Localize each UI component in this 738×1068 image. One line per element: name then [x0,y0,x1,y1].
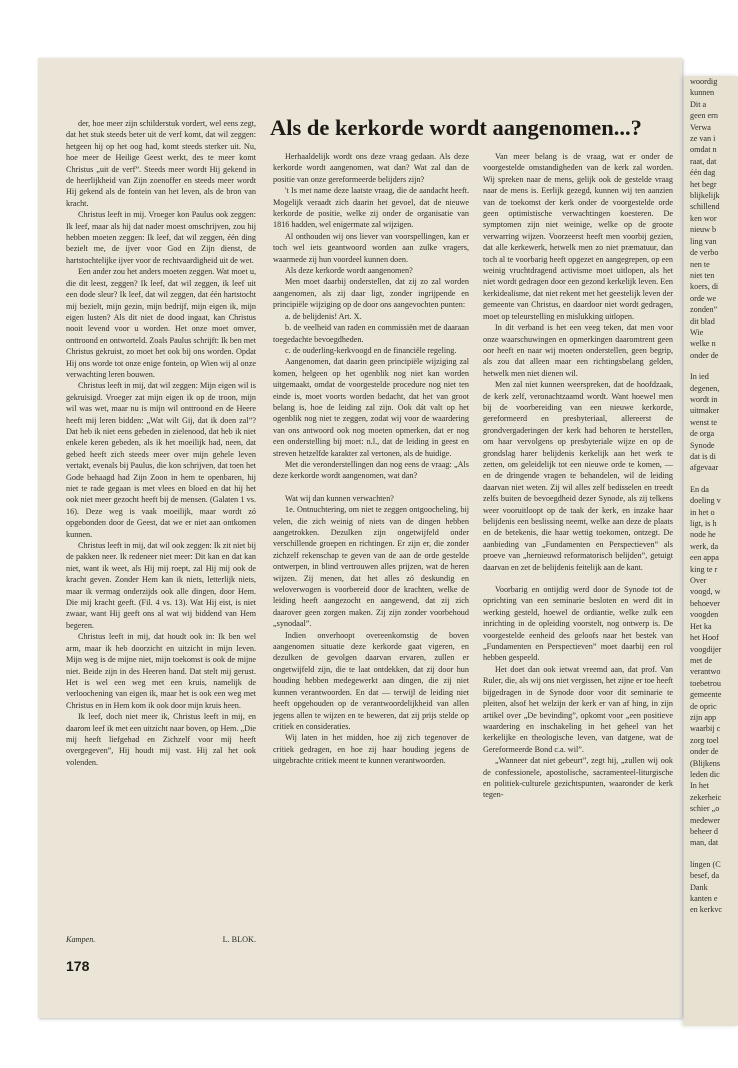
next-page-line-fragment: Wie [690,327,704,337]
page-number: 178 [66,958,90,974]
next-page-line-fragment: king te r [690,564,718,574]
paragraph: Wat wij dan kunnen verwachten? [285,493,394,503]
next-page-line-fragment: en kerkvc [690,905,723,915]
paragraph: „Wanneer dat niet gebeurt”, zegt hij, „zullen wij ook de confessionele, apostolische, sacramenteel-liturgische en politiek-culturele gezichtspunten, waaronder de kerk tegen- [483,756,673,800]
next-page-line-fragment: Het ka [690,621,712,631]
next-page-line-fragment: voogden [690,610,719,620]
next-page-line-fragment: schillend [690,202,720,212]
next-page-line-fragment: wordt in [690,394,718,404]
next-page-line-fragment: zonden” [690,305,718,315]
next-page-line-fragment: één dag [690,168,716,178]
paragraph: Indien onverhoopt overeenkomstig de boven aangenomen situatie deze kerkorde gaat vigeren, en dezulken de gevolgen daarvan ervaren, zullen er ongetwijfeld zijn, die te laat ontdekken, dat zij door hun houding hebben medegewerkt aan dingen, die zij niet kunnen verantwoorden. En dat — terwijl de leiding niet heeft opgehouden op de verantwoordelijkheid van allen jegens allen te wijzen en te beweren, dat zij prijs stelde op critiek en consideraties. [273,630,469,731]
signature-place: Kampen. [66,935,96,944]
paragraph-gap [684,849,738,859]
next-page-line-fragment: Synode [690,440,715,450]
magazine-page [38,58,682,1018]
paragraph: Voorbarig en ontijdig werd door de Synode tot de oprichting van een seminarie besloten en werd dit in werking gesteld, hoewel de ordiantie, welke zulk een inrichting in de opleiding voorstelt, nog ontwerp is. De voorgestelde eenheid des geloofs naar het bestek van „Fundamenten en Perspectieven” moet daarbij een rol hebben gespeeld. [483,585,673,663]
next-page-line-fragment: blijkelijk [690,191,720,201]
next-page-line-fragment: afgevaar [690,463,719,473]
next-page-edge [684,76,738,1026]
left-column [66,118,256,928]
next-page-line-fragment: toebetrou [690,678,721,688]
next-page-line-fragment: woordig [690,77,718,86]
next-page-line-fragment: ling van [690,236,717,246]
paragraph: Wij laten in het midden, hoe zij zich tegenover de critiek gedragen, en hoe zij haar houding jegens de uitgebrachte critiek meent te kunnen verantwoorden. [273,733,469,766]
next-page-line-fragment: Dank [690,882,708,892]
signature-author: L. BLOK. [222,935,256,944]
next-page-line-fragment: doeling v [690,496,721,506]
next-page-line-fragment: man, dat [690,838,719,848]
next-page-line-fragment: waarbij c [690,724,721,734]
paragraph: Herhaaldelijk wordt ons deze vraag gedaan. Als deze kerkorde wordt aangenomen, wat dan? Wat zal dan de positie van onze gereformeerde belijders zijn? [273,152,469,184]
next-page-line-fragment: dit blad [690,316,715,326]
next-page-line-fragment: lingen (C [690,859,721,869]
next-page-line-fragment: ze van i [690,134,716,144]
paragraph-gap [684,474,738,484]
next-page-line-fragment: het Hoof [690,633,719,643]
next-page-line-fragment: En da [690,484,709,494]
next-page-line-fragment: koers, di [690,282,719,292]
paragraph-gap [684,361,738,371]
paragraph: Van meer belang is de vraag, wat er onder de voorgestelde omstandigheden van de kerk zal worden. Wij spreken naar de mens, gelijk ook de gestelde vraag naar de mens is. Eerlijk gezegd, kunnen wij ten aanzien van de toekomst der kerk onder de voorgestelde orde geen optimistische verwachtingen koesteren. De symptomen zijn niet weinige, welke op de groote verwarring wijzen. Voorzeerst heeft men voorbij gezien, dat alle kerkewerk, hetwelk men zo niet præmatuur, dan toch al te voorbarig heeft opgezet en aangegrepen, op een weinig vruchtdragend activisme moet uitlopen, als het niet wordt gedragen door een gezond kerkelijk leven. Een kerkidealisme, dat niet rekent met het geestelijk leven der gemeente van Christus, en daardoor niet wordt gedragen, moet op teleurstelling en mislukking uitlopen. [483,152,673,321]
paragraph: 1e. Ontnuchtering, om niet te zeggen ontgoocheling, bij velen, die zich weinig of niets van de dingen hebben aangetrokken. Dezulken zijn ongetwijfeld onder verschillende groepen en richtingen. Er zijn er, die zonder zichzelf rekenschap te geven van de aan de orde gestelde ontwerpen, in blind vertrouwen alles prijzen, wat de heren wijzen. Zij menen, dat het alles zó deskundig en weloverwogen is voorbereid door de krachten, welke de leiding heeft aangezocht en aangewend, dat zij zich daarover geen zorgen maken. Zij zijn zonder voorbehoud „synodaal”. [273,505,469,629]
next-page-line-fragment: (Blijkens [690,758,721,768]
next-page-line-fragment: kanten e [690,894,718,904]
next-page-line-fragment: onder de [690,747,719,757]
next-page-line-fragment: de verbo [690,248,719,258]
paragraph: Christus leeft in mij. Vroeger kon Paulus ook zeggen: Ik leef, maar als hij dat nader moest omschrijven, zou hij hebben moeten zeggen: Ik leef, dat wil zeggen, één ding bezielt me, de ijver voor God en Zijn dienst, de hartstochtelijke ijver voor de rechtvaardigheid uit de wet. [66,210,256,265]
next-page-line-fragment: besef, da [690,871,720,881]
paragraph: In dit verband is het een veeg teken, dat men voor onze waarschuwingen en opmerkingen daaromtrent geen oor heeft en naar wij moeten onderstellen, geen begrip, als zou dat alleen maar een richtingsbelang gelden, hetwelk men niet dienen wil. [483,323,673,378]
next-page-line-fragment: nieuw b [690,225,717,235]
paragraph: Christus leeft in mij, dat houdt ook in: Ik ben wel arm, maar ik heb doorzicht en uitzicht in mijn leven. Mijn weg is de mijne niet, mijn toekomst is ook de mijne niet. Beide zijn in des Heeren hand. Dat stelt mij gerust. Het is wel een weg met een kruis, namelijk de verloochening van eigen ik, maar het is ook een weg met Christus en in Hem kom ik ook door mijn kruis heen. [66,632,256,710]
next-page-line-fragment: In het [690,781,709,791]
paragraph: 't Is met name deze laatste vraag, die de aandacht heeft. Mogelijk veraadt zich daarin het gevoel, dat de nieuwe kerkorde de positie, welke zij onder de organisatie van 1816 hadden, wel enigermate zal wijzigen. [273,186,469,230]
next-page-line-fragment: zijn app [690,712,717,722]
next-page-line-fragment: Dit a [690,99,707,109]
paragraph: Een ander zou het anders moeten zeggen. Wat moet u, die dit leest, zeggen? Ik leef, dat wil zeggen, ik leef uit een dode sleur? Ik leef, dat wil zeggen, dat één hartstocht mij bezielt, mijn gezin, mijn bedrijf, mijn eigen ik, mijn eigen lusten? Als dit niet de dood ingaat, kan Christus nooit levend voor u worden. Het onze moet omver, onttroond en ontworteld. Zoals Paulus schrijft: Ik ben met Christus gekruist, zo moet het ook bij ons worden. Opdat Hij ons worde tot onze enige fontein, op Wien wij al onze verwachting leren bouwen. [66,267,256,379]
paragraph: Christus leeft in mij, dat wil zeggen: Mijn eigen wil is gekruisigd. Vroeger zat mijn eigen ik op de troon, mijn wil was wet, maar nu is mijn wil onttroond en de Heere heeft mij leren bidden: „Wat wilt Gij, dat ik doen zal”? Dat heb ik niet eens gebeden in zielenood, dat heb ik niet enkele keren gebeden, als ik het moeilijk had, neen, dat gebed heeft zich steeds meer over mijn gehele leven vertakt, evenals bij Paulus, die kon schrijven, dat toen het Gode behaagd had Zijn Zoon in hem te openbaren, hij niet te rade gegaan is met vlees en bloed en dat hij het ook niet meer gezocht heeft bij de mensen. (Galaten 1 vs. 16). Deze weg is vaak moeilijk, maar wordt zó opgebonden door de Geest, dat we er niet aan ontkomen kunnen. [66,381,256,539]
paragraph-gap [483,573,673,584]
next-page-line-fragment: ken wor [690,213,717,223]
paragraph: Ik leef, doch niet meer ik, Christus leeft in mij, en daarom leef ik met een uitzicht naar boven, op Hem. „Die mij heeft liefgehad en Zichzelf voor mij heeft overgegeven”, Hij houdt mij vast. Hij zal het ook volenden. [66,712,256,767]
paragraph: Aangenomen, dat daarin geen principiële wijziging zal komen, helgeen op het ogenblik nog niet kan worden uitgemaakt, omdat de voorgestelde procedure nog niet ten einde is, moet voorts worden bedacht, dat het van groot belang is, hoe de leiding zal zijn. Ook dát valt op het ogenblik nog niet te zeggen, zodat wij voor de waardering van ons antwoord ook nog moeten opmerken, dat er nog een onderstelling bij moet: n.l., dat de leiding in geest en streven hetzelfde karakter zal vertonen, als de huidige. [273,357,469,458]
paragraph-gap [273,482,469,493]
next-page-line-fragment: gemeente [690,690,722,700]
paragraph: Als deze kerkorde wordt aangenomen? [285,266,413,276]
next-page-line-fragment: voogd, w [690,587,721,597]
next-page-line-fragment: ligt, is h [690,519,717,529]
next-page-line-fragment: met de [690,655,713,665]
paragraph: Het doet dan ook ietwat vreemd aan, dat prof. Van Ruler, die, als wij ons niet vergissen, het zijne er toe heeft bijgedragen in de Synode door voor dit seminarie te pleiten, alsof het welzijn der kerk er van af hing, in zijn artikel over „De bevinding”, opkomt voor „een positieve waardering en inschakeling in het geheel van het kerkelijke en theologische leven, van datgene, wat de Gereformeerde Bond c.a. wil”. [483,664,673,754]
paragraph: c. de ouderling-kerkvoogd en de financiële regeling. [285,345,457,355]
next-page-line-fragment: raat, dat [690,156,717,166]
next-page-line-fragment: medewer [690,815,721,825]
next-page-line-fragment: schier „o [690,804,720,814]
middle-column [273,151,469,996]
next-page-line-fragment: werk, da [690,541,719,551]
next-page-line-fragment: welke n [690,339,716,349]
next-page-line-fragment: zorg toel [690,735,719,745]
article-title: Als de kerkorde wordt aangenomen...? [270,115,642,140]
paragraph: Met die veronderstellingen dan nog eens de vraag: „Als deze kerkorde wordt aangenomen, wat dan? [273,459,469,481]
next-page-line-fragment: in het o [690,507,715,517]
next-page-line-fragment: geen ern [690,111,718,121]
next-page-line-fragment: Over [690,576,707,586]
paragraph: Al onthouden wij ons liever van voorspellingen, kan er toch wel iets geantwoord worden aan zulke vragers, waarmede zij hun voordeel kunnen doen. [273,231,469,264]
next-page-line-fragment: voogdijer [690,644,722,654]
right-column [483,151,673,996]
next-page-line-fragment: een appa [690,553,719,563]
signature-line [66,935,256,944]
paragraph: Christus leeft in mij, dat wil ook zeggen: Ik zit niet bij de pakken neer. Ik redeneer niet meer: Dit kan en dat kan niet, want ik weet, als Hij mij roept, zal Hij mij ook de kracht geven. Zonder Hem kan ik niets, letterlijk niets, maar ik vermag onderzijds ook alle dingen, door Hem. Die mij kracht geeft. (Fil. 4 vs. 13). Wat Hij eist, is niet zwaar, want Hij geeft ons al wat wij biddend van Hem begeren. [66,541,256,630]
paragraph: b. de veelheid van raden en commissiën met de daaraan toegedachte bevoegdheden. [273,323,469,344]
next-page-line-fragment: leden dic [690,769,720,779]
next-page-line-fragment: uitmaker [690,406,720,416]
next-page-line-fragment: beheer d [690,827,718,836]
paragraph: a. de belijdenis! Art. X. [285,311,362,321]
next-page-line-fragment: het begr [690,179,717,189]
paragraph: Men moet daarbij onderstellen, dat zij zo zal worden aangenomen, als zij daar ligt, zonder ingrijpende en principiële wijziging op de door ons aangevochten punten: [273,277,469,310]
next-page-line-fragment: behoever [690,598,721,608]
next-page-line-fragment: degenen, [690,383,720,393]
next-page-line-fragment: orde we [690,293,717,303]
next-page-line-fragment: dat is di [690,452,716,461]
next-page-line-fragment: zekerheic [690,792,722,802]
next-page-line-fragment: wenst te [690,417,718,427]
next-page-line-fragment: omdat n [690,145,717,155]
next-page-line-fragment: Verwa [690,122,711,132]
paragraph: der, hoe meer zijn schilderstuk vordert, wel eens zegt, dat het stuk steeds beter uit de verf komt, dat wil zeggen: hetgeen hij op het oog had, komt steeds sterker uit. Nu, hoe meer de Heilige Geest werkt, des te meer komt Christus „uit de verf”. Steeds meer wordt Hij gekend in de heerlijkheid van Zijn zoenoffer en steeds meer wordt Hij gekend als de fontein van het leven, als de bron van kracht. [66,119,256,208]
next-page-line-fragment: verantwo [690,667,721,677]
next-page-line-fragment: niet ten [690,270,715,280]
next-page-line-fragment: node he [690,530,716,540]
next-page-line-fragment: nen te [690,259,710,269]
next-page-line-fragment: de orga [690,429,715,439]
paragraph: Men zal niet kunnen weerspreken, dat de hoofdzaak, de kerk zelf, veronachtzaamd wordt. Want hoewel men bij de voorbereiding van een nieuwe kerkorde, gereformeerd en presbyteriaal, allereerst de grondvergaderingen der kerk had behoren te herstellen, om haar vervolgens op presbyteriale wijze en op de grondslag harer belijdenis kerkelijk aan het werk te zetten, om geleidelijk tot een nieuwe orde te komen, — en de dringende vragen te behandelen, wil de leiding daarvan niet weten. Zij wil alles zelf bedisselen en treedt zelfs buiten de bevoegdheid dezer Synode, als zij telkens weer vooruitloopt op de taak der kerk, en inzake haar belijdenis een beslissing neemt, welke aan deze de plaats en de betekenis, die haar wettig toekomen, ontzegt. De aanbieding van „Fundamenten en Perspectieven” als proeve van „hernieuwd reformatorisch belijden”, getuigt daarvan en zet de belijdenis feitelijk aan de kant. [483,380,673,572]
next-page-line-fragment: kunnen [690,88,715,98]
next-page-line-fragment: de opric [690,701,717,711]
next-page-line-fragment: onder de [690,350,719,360]
next-page-line-fragment: In ied [690,372,709,382]
